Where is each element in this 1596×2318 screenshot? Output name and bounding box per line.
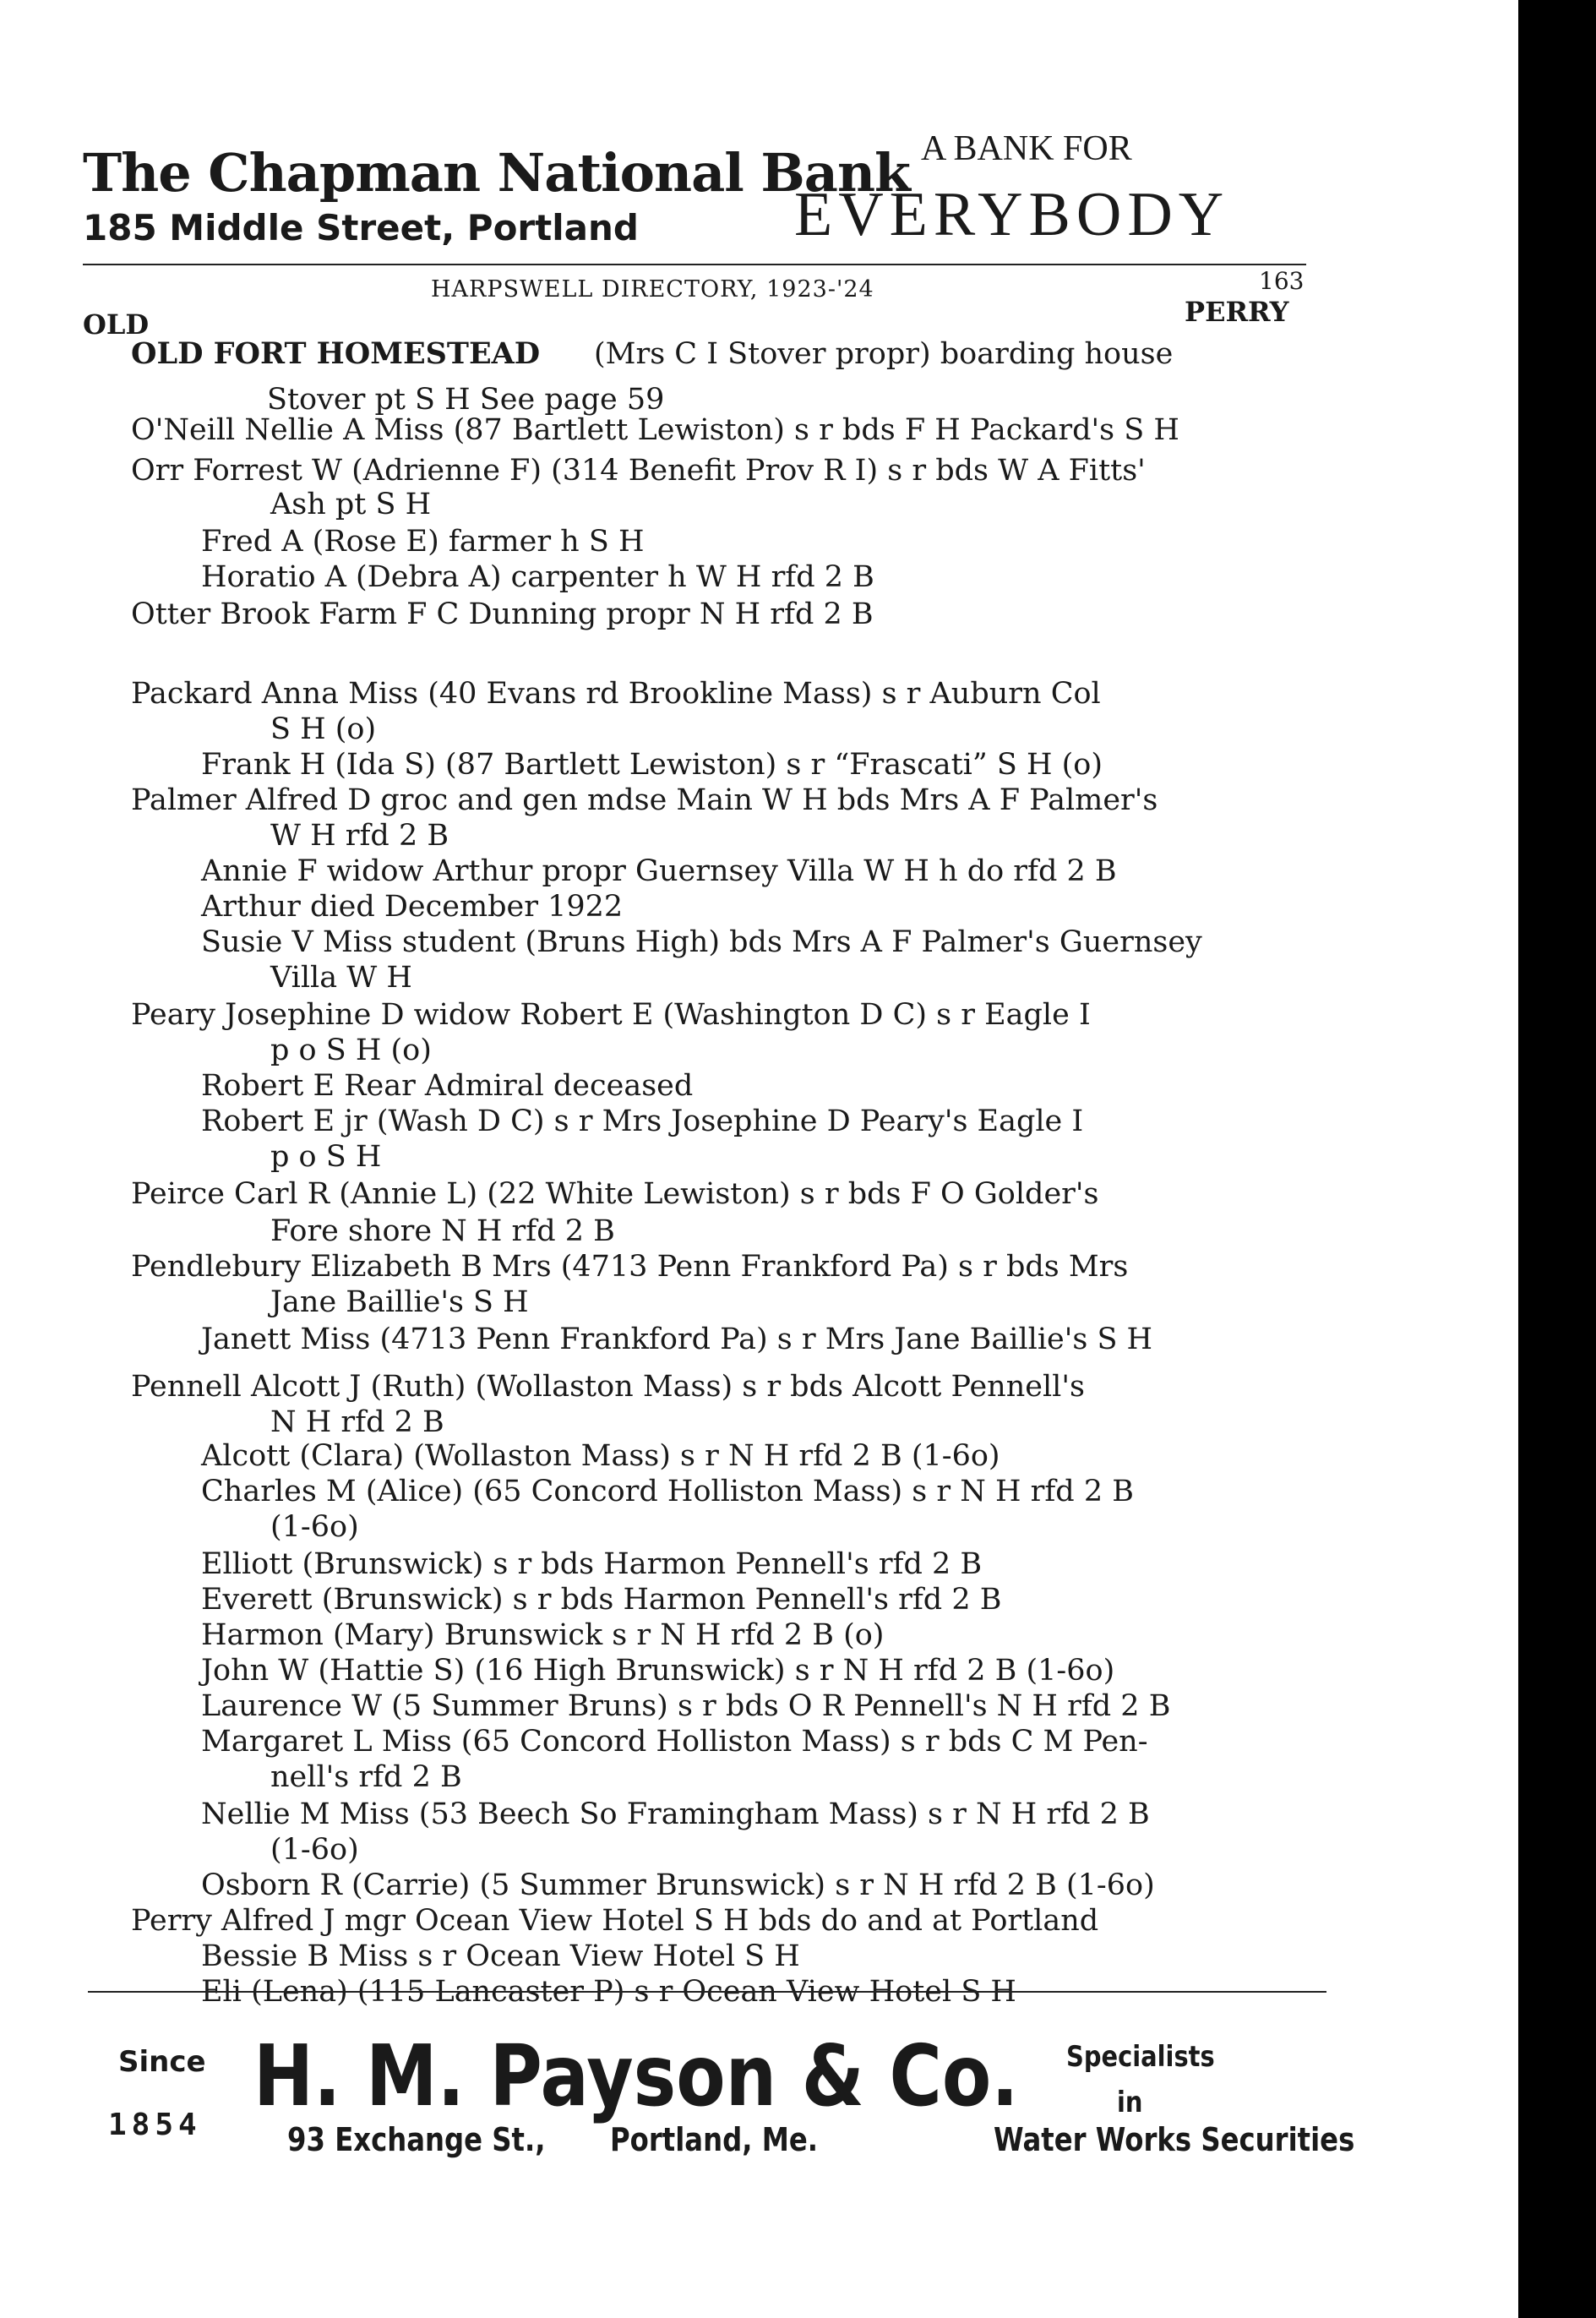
entry-line: Robert E jr (Wash D C) s r Mrs Josephine D Peary's Eagle I	[201, 1104, 1084, 1138]
bank-address: 185 Middle Street, Portland	[83, 207, 639, 248]
payson-street: 93 Exchange St.,	[287, 2121, 546, 2158]
entry-line: p o S H (o)	[270, 1034, 432, 1067]
entry-line: Elliott (Brunswick) s r bds Harmon Pennell's rfd 2 B	[201, 1547, 983, 1581]
entry-line: Peirce Carl R (Annie L) (22 White Lewiston) s r bds F O Golder's	[131, 1177, 1099, 1211]
entry-line: Margaret L Miss (65 Concord Holliston Mass) s r bds C M Pen-	[201, 1725, 1148, 1759]
specialists-line-3: Water Works Securities	[994, 2121, 1355, 2158]
entry-line: (1-6o)	[270, 1833, 359, 1867]
scan-edge-bar	[1518, 0, 1596, 2318]
entry-line: Laurence W (5 Summer Bruns) s r bds O R Pennell's N H rfd 2 B	[201, 1689, 1171, 1723]
entry-line: Charles M (Alice) (65 Concord Holliston Mass) s r N H rfd 2 B	[201, 1475, 1134, 1508]
bank-slogan-big: EVERYBODY	[794, 180, 1230, 249]
entry-line: Palmer Alfred D groc and gen mdse Main W H bds Mrs A F Palmer's	[131, 783, 1158, 817]
entry-line: Janett Miss (4713 Penn Frankford Pa) s r Mrs Jane Baillie's S H	[201, 1323, 1153, 1356]
entry-line: Eli (Lena) (115 Lancaster P) s r Ocean View Hotel S H	[201, 1975, 1016, 2009]
bank-slogan-top: A BANK FOR	[921, 129, 1132, 168]
entry-line: Everett (Brunswick) s r bds Harmon Pennell's rfd 2 B	[201, 1583, 1002, 1617]
entry-line: Stover pt S H See page 59	[267, 383, 665, 417]
entry-line: Orr Forrest W (Adrienne F) (314 Benefit Prov R I) s r bds W A Fitts'	[131, 454, 1146, 488]
entry-line: Horatio A (Debra A) carpenter h W H rfd 2 B	[201, 560, 874, 594]
payson-company-name: H. M. Payson & Co.	[253, 2026, 1019, 2125]
entry-line: (Mrs C I Stover propr) boarding house	[594, 337, 1174, 371]
entry-line: O'Neill Nellie A Miss (87 Bartlett Lewiston) s r bds F H Packard's S H	[131, 413, 1179, 447]
guide-word-left: OLD	[83, 308, 150, 341]
bottom-rule	[88, 1991, 1326, 1993]
bank-name: The Chapman National Bank	[83, 142, 911, 204]
entry-line: Bessie B Miss s r Ocean View Hotel S H	[201, 1939, 800, 1973]
page-number: 163	[1259, 267, 1305, 295]
since-year: 1854	[108, 2108, 202, 2142]
payson-city: Portland, Me.	[610, 2121, 819, 2158]
specialists-line-2: in	[1117, 2086, 1143, 2119]
entry-line: Osborn R (Carrie) (5 Summer Brunswick) s r N H rfd 2 B (1-6o)	[201, 1868, 1155, 1902]
entry-line: Jane Baillie's S H	[270, 1285, 529, 1319]
entry-line: Frank H (Ida S) (87 Bartlett Lewiston) s r “Frascati” S H (o)	[201, 748, 1103, 782]
entry-line: Annie F widow Arthur propr Guernsey Villa W H h do rfd 2 B	[201, 854, 1117, 888]
entry-line: (1-6o)	[270, 1510, 359, 1544]
entry-line: p o S H	[270, 1140, 382, 1174]
entry-line: Pennell Alcott J (Ruth) (Wollaston Mass) s r bds Alcott Pennell's	[131, 1370, 1085, 1404]
entry-line: Nellie M Miss (53 Beech So Framingham Mass) s r N H rfd 2 B	[201, 1797, 1150, 1831]
entry-line: nell's rfd 2 B	[270, 1760, 462, 1794]
entry-line: Ash pt S H	[270, 488, 432, 521]
entry-line: Pendlebury Elizabeth B Mrs (4713 Penn Frankford Pa) s r bds Mrs	[131, 1250, 1129, 1284]
entry-line: N H rfd 2 B	[270, 1405, 444, 1439]
entry-line: OLD FORT HOMESTEAD	[131, 336, 541, 371]
entry-line: Fore shore N H rfd 2 B	[270, 1214, 615, 1248]
entry-line: Robert E Rear Admiral deceased	[201, 1069, 694, 1103]
entry-line: Harmon (Mary) Brunswick s r N H rfd 2 B (o)	[201, 1618, 885, 1652]
entry-line: John W (Hattie S) (16 High Brunswick) s r N H rfd 2 B (1-6o)	[201, 1654, 1115, 1688]
guide-word-right: PERRY	[1185, 296, 1289, 328]
top-rule	[83, 264, 1306, 265]
entry-line: Arthur died December 1922	[201, 890, 624, 924]
entry-line: Villa W H	[270, 961, 412, 995]
entry-line: Perry Alfred J mgr Ocean View Hotel S H bds do and at Portland	[131, 1904, 1099, 1938]
entry-line: Susie V Miss student (Bruns High) bds Mrs A F Palmer's Guernsey	[201, 925, 1202, 959]
entry-line: Fred A (Rose E) farmer h S H	[201, 525, 645, 559]
entry-line: S H (o)	[270, 712, 377, 746]
entry-line: Alcott (Clara) (Wollaston Mass) s r N H rfd 2 B (1-6o)	[201, 1439, 1000, 1473]
since-label: Since	[118, 2045, 206, 2079]
entry-line: W H rfd 2 B	[270, 819, 449, 853]
entry-line: Packard Anna Miss (40 Evans rd Brookline Mass) s r Auburn Col	[131, 677, 1101, 711]
specialists-line-1: Specialists	[1066, 2040, 1215, 2074]
entry-line: Otter Brook Farm F C Dunning propr N H rfd 2 B	[131, 597, 874, 631]
running-title: HARPSWELL DIRECTORY, 1923-'24	[431, 276, 874, 303]
entry-line: Peary Josephine D widow Robert E (Washington D C) s r Eagle I	[131, 998, 1091, 1032]
